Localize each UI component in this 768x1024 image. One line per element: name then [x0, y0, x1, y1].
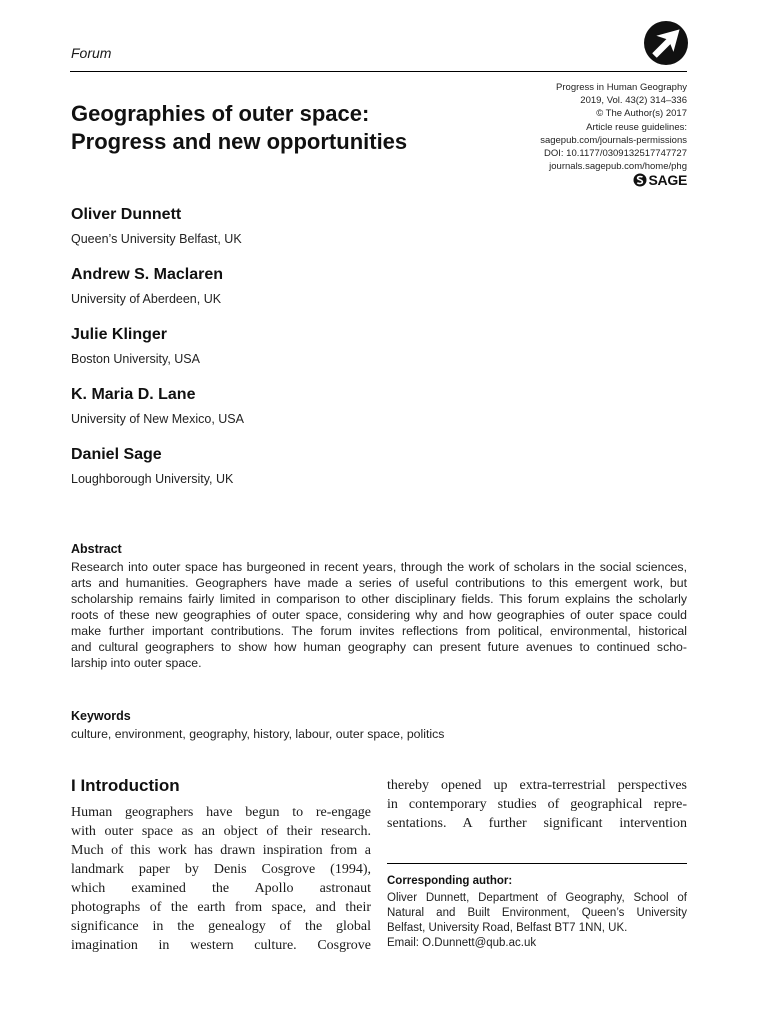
body-text-line: which examined the Apollo astronaut: [71, 881, 371, 896]
arrow-in-circle-icon: [643, 20, 689, 66]
body-text-line: in contemporary studies of geographical repre-: [387, 797, 687, 812]
author-name: Oliver Dunnett: [71, 206, 182, 223]
author-affiliation: Boston University, USA: [71, 352, 200, 366]
body-text-line: Human geographers have begun to re-engage: [71, 805, 371, 820]
author-affiliation: Loughborough University, UK: [71, 472, 234, 486]
journal-homepage-link[interactable]: journals.sagepub.com/home/phg: [549, 161, 687, 173]
body-text-line: with outer space as an object of their research.: [71, 824, 371, 839]
section-label: Forum: [71, 45, 112, 61]
header-rule: [70, 71, 687, 72]
abstract-line: larship into outer space.: [71, 656, 202, 670]
title-line-2: Progress and new opportunities: [71, 129, 408, 154]
footnote-rule: [387, 863, 687, 864]
journal-meta: [457, 81, 687, 173]
abstract-line: make further important contributions. The forum invites reflections from political, environmental, historical: [71, 624, 687, 638]
abstract-line: Research into outer space has burgeoned in recent years, through the work of scholars in the social sciences,: [71, 560, 687, 574]
publisher-logo: [633, 172, 687, 188]
author-name: Daniel Sage: [71, 446, 162, 463]
author-affiliation: Queen’s University Belfast, UK: [71, 232, 242, 246]
doi[interactable]: DOI: 10.1177/0309132517747727: [544, 148, 687, 160]
corresponding-author-line: Natural and Built Environment, Queen’s University: [387, 907, 687, 919]
author-name: Andrew S. Maclaren: [71, 266, 224, 283]
abstract-line: roots of these new geographies of outer space, considering why and how geographies of outer space could: [71, 608, 687, 622]
article-title: [71, 100, 491, 156]
body-text-line: Much of this work has drawn inspiration from a: [71, 843, 371, 858]
journal-volume: 2019, Vol. 43(2) 314–336: [580, 95, 687, 107]
author-name: K. Maria D. Lane: [71, 386, 196, 403]
body-text-line: thereby opened up extra-terrestrial perspectives: [387, 778, 687, 793]
corresponding-author-line: Belfast, University Road, Belfast BT7 1NN, UK.: [387, 922, 628, 934]
author-affiliation: University of Aberdeen, UK: [71, 292, 222, 306]
keywords-list: culture, environment, geography, history, labour, outer space, politics: [71, 727, 445, 741]
corresponding-author-email[interactable]: Email: O.Dunnett@qub.ac.uk: [387, 937, 537, 949]
body-text-line: photographs of the earth from space, and their: [71, 900, 371, 915]
body-text-line: imagination in western culture. Cosgrove: [71, 938, 371, 953]
publisher-name: SAGE: [648, 172, 687, 188]
title-line-1: Geographies of outer space:: [71, 101, 370, 126]
corresponding-author-line: Oliver Dunnett, Department of Geography, School of: [387, 892, 687, 904]
reuse-guidelines-label: Article reuse guidelines:: [586, 121, 687, 133]
body-text-line: landmark paper by Denis Cosgrove (1994),: [71, 862, 371, 877]
keywords-heading: Keywords: [71, 709, 131, 723]
journal-name: Progress in Human Geography: [556, 82, 687, 93]
author-affiliation: University of New Mexico, USA: [71, 412, 244, 426]
abstract-line: scholarship remains fairly limited in comparison to other disciplinary fields. This forum explains the scholarly: [71, 592, 687, 606]
author-name: Julie Klinger: [71, 326, 168, 343]
section-heading: I Introduction: [71, 776, 180, 795]
abstract-heading: Abstract: [71, 542, 122, 556]
abstract-line: and cultural geographers to show how human geography can present future avenues to continued scho-: [71, 640, 687, 654]
abstract-line: arts and humanities. Geographers have made a series of useful contributions to this emergent work, but: [71, 576, 687, 590]
permissions-link[interactable]: sagepub.com/journals-permissions: [540, 134, 687, 146]
corresponding-author-heading: Corresponding author:: [387, 875, 513, 887]
body-text-line: significance in the genealogy of the global: [71, 919, 371, 934]
sage-s-icon: [633, 173, 647, 187]
copyright: © The Author(s) 2017: [596, 108, 687, 120]
body-text-line: sentations. A further significant intervention: [387, 816, 687, 831]
